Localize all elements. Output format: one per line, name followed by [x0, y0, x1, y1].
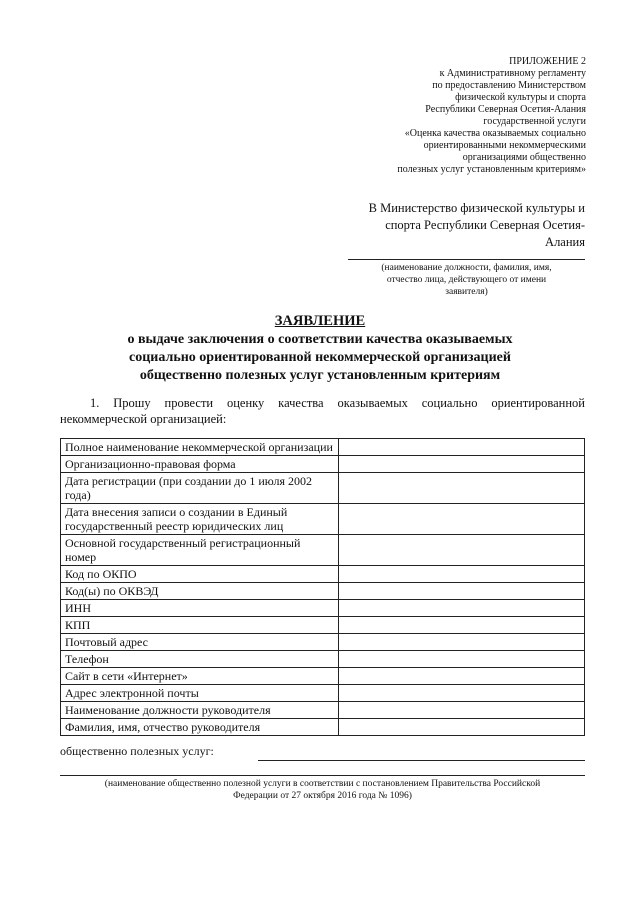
table-row [61, 668, 585, 685]
table-row [61, 535, 585, 566]
applicant-caption [348, 262, 585, 298]
addressee-line: В Министерство физической культуры и [368, 201, 585, 215]
row-value-field[interactable] [338, 617, 584, 634]
row-label: Фамилия, имя, отчество руководителя [61, 719, 339, 736]
services-caption [60, 778, 585, 802]
row-value-field[interactable] [338, 535, 584, 566]
row-label: Код(ы) по ОКВЭД [61, 583, 339, 600]
services-fill-line[interactable] [258, 760, 585, 761]
applicant-caption-line: заявителя) [445, 287, 488, 297]
appendix-line: Республики Северная Осетия-Алания [425, 104, 586, 115]
title-subline: социально ориентированной некоммерческой организацией [129, 350, 511, 365]
row-label: Почтовый адрес [61, 634, 339, 651]
row-value-field[interactable] [338, 566, 584, 583]
paragraph-line: 1. Прошу провести оценку качества оказываемых социально ориентированной [90, 396, 585, 410]
appendix-line: полезных услуг установленным критериям» [397, 164, 586, 175]
table-row [61, 719, 585, 736]
appendix-line: государственной услуги [483, 116, 586, 127]
row-label: Организационно-правовая форма [61, 456, 339, 473]
table-row [61, 685, 585, 702]
appendix-line: к Административному регламенту [439, 68, 586, 79]
services-label: общественно полезных услуг: [60, 744, 214, 758]
row-value-field[interactable] [338, 634, 584, 651]
row-label: КПП [61, 617, 339, 634]
document-title [40, 312, 600, 385]
table-row [61, 600, 585, 617]
table-row [61, 504, 585, 535]
addressee [345, 200, 585, 251]
table-row [61, 473, 585, 504]
row-label: Наименование должности руководителя [61, 702, 339, 719]
row-value-field[interactable] [338, 651, 584, 668]
table-row [61, 566, 585, 583]
appendix-line: физической культуры и спорта [455, 92, 586, 103]
row-label: ИНН [61, 600, 339, 617]
addressee-line: Алания [545, 235, 585, 249]
row-value-field[interactable] [338, 600, 584, 617]
row-label: Код по ОКПО [61, 566, 339, 583]
table-row [61, 617, 585, 634]
row-label: Адрес электронной почты [61, 685, 339, 702]
row-value-field[interactable] [338, 719, 584, 736]
row-label: Сайт в сети «Интернет» [61, 668, 339, 685]
row-value-field[interactable] [338, 439, 584, 456]
services-fill-line-2[interactable] [60, 775, 585, 776]
appendix-line: «Оценка качества оказываемых социально [404, 128, 586, 139]
title-subline: общественно полезных услуг установленным критериям [139, 368, 501, 383]
table-row [61, 702, 585, 719]
table-row [61, 651, 585, 668]
applicant-fill-line[interactable] [348, 259, 585, 260]
row-value-field[interactable] [338, 685, 584, 702]
row-value-field[interactable] [338, 583, 584, 600]
row-label: Дата внесения записи о создании в Единый государственный реестр юридических лиц [61, 504, 339, 535]
row-value-field[interactable] [338, 668, 584, 685]
row-label: Основной государственный регистрационный номер [61, 535, 339, 566]
table-row [61, 583, 585, 600]
row-label: Полное наименование некоммерческой организации [61, 439, 339, 456]
services-caption-line: Федерации от 27 октября 2016 года № 1096) [233, 791, 412, 801]
appendix-line: по предоставлению Министерством [432, 80, 586, 91]
organization-table [60, 438, 585, 736]
row-value-field[interactable] [338, 456, 584, 473]
appendix-line: ПРИЛОЖЕНИЕ 2 [509, 56, 586, 67]
applicant-caption-line: (наименование должности, фамилия, имя, [381, 263, 552, 273]
request-paragraph [60, 395, 585, 427]
title-subline: о выдаче заключения о соответствии качества оказываемых [127, 332, 513, 347]
title-main: ЗАЯВЛЕНИЕ [274, 313, 366, 329]
table-row [61, 456, 585, 473]
paragraph-line: некоммерческой организацией: [60, 412, 227, 426]
addressee-line: спорта Республики Северная Осетия- [385, 218, 585, 232]
appendix-header [326, 56, 586, 176]
table-row [61, 439, 585, 456]
applicant-caption-line: отчество лица, действующего от имени [386, 275, 547, 285]
appendix-line: организациями общественно [462, 152, 586, 163]
appendix-line: ориентированными некоммерческими [423, 140, 586, 151]
row-value-field[interactable] [338, 473, 584, 504]
row-label: Дата регистрации (при создании до 1 июля 2002 года) [61, 473, 339, 504]
table-row [61, 634, 585, 651]
services-caption-line: (наименование общественно полезной услуги в соответствии с постановлением Правительства Российской [104, 779, 541, 789]
row-label: Телефон [61, 651, 339, 668]
row-value-field[interactable] [338, 702, 584, 719]
row-value-field[interactable] [338, 504, 584, 535]
